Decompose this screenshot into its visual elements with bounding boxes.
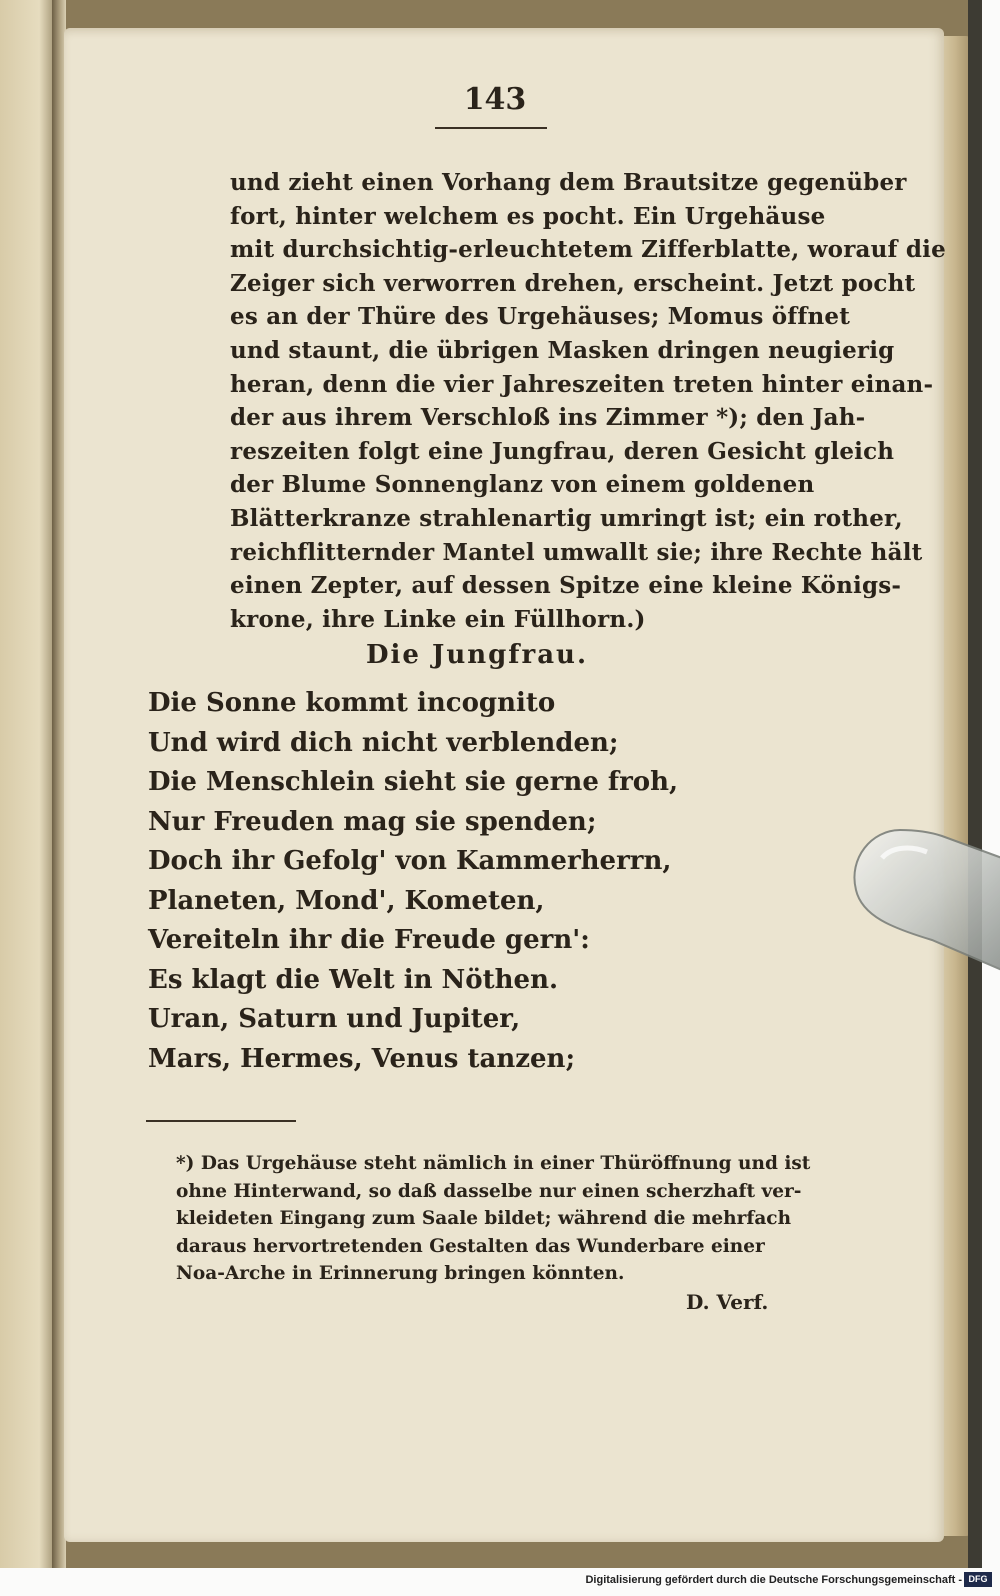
paragraph-line: krone, ihre Linke ein Füllhorn.) xyxy=(230,605,646,633)
verse-line: Uran, Saturn und Jupiter, xyxy=(148,1004,521,1034)
footnote xyxy=(176,1150,810,1288)
paragraph-line: und zieht einen Vorhang dem Brautsitze gegenüber xyxy=(230,169,907,196)
footnote-line: kleideten Eingang zum Saale bildet; während die mehrfach xyxy=(176,1208,792,1229)
paragraph-line: fort, hinter welchem es pocht. Ein Urgehäuse xyxy=(230,202,826,230)
footnote-line: ohne Hinterwand, so daß dasselbe nur einen scherzhaft ver- xyxy=(176,1180,802,1202)
footnote-line: *) Das Urgehäuse steht nämlich in einer Thüröffnung und ist xyxy=(176,1153,811,1174)
footnote-line: daraus hervortretenden Gestalten das Wunderbare einer xyxy=(176,1235,765,1257)
verse-stanza-1 xyxy=(148,684,678,1000)
paragraph-line: reszeiten folgt eine Jungfrau, deren Gesicht gleich xyxy=(230,437,895,465)
verse-line: Es klagt die Welt in Nöthen. xyxy=(148,964,559,995)
paragraph-line: Zeiger sich verworren drehen, erscheint. Jetzt pocht xyxy=(230,269,916,297)
paragraph-line: der aus ihrem Verschloß ins Zimmer *); den Jah- xyxy=(230,404,866,432)
speaker-heading: Die Jungfrau. xyxy=(366,640,588,670)
paragraph-line: heran, denn die vier Jahreszeiten treten hinter einan- xyxy=(230,370,934,398)
verse-line: Die Menschlein sieht sie gerne froh, xyxy=(148,767,679,797)
dfg-logo: DFG xyxy=(964,1572,992,1587)
verse-line: Nur Freuden mag sie spenden; xyxy=(148,806,597,837)
paragraph-line: und staunt, die übrigen Masken dringen neugierig xyxy=(230,336,895,364)
verse-line: Und wird dich nicht verblenden; xyxy=(148,727,619,758)
footnote-line: Noa-Arche in Erinnerung bringen könnten. xyxy=(176,1263,625,1284)
footnote-rule xyxy=(146,1120,296,1122)
verse-line: Doch ihr Gefolg' von Kammerherrn, xyxy=(148,846,672,876)
verse-line: Planeten, Mond', Kometen, xyxy=(148,885,545,916)
page-number: 143 xyxy=(463,82,527,117)
verse-line: Mars, Hermes, Venus tanzen; xyxy=(148,1043,576,1074)
footnote-signature: D. Verf. xyxy=(686,1290,769,1314)
paragraph-line: der Blume Sonnenglanz von einem goldenen xyxy=(230,471,815,499)
verse-line: Vereiteln ihr die Freude gern': xyxy=(148,925,590,955)
stage-direction-paragraph xyxy=(230,166,946,636)
page-number-rule xyxy=(435,127,547,129)
digitization-footer xyxy=(0,1568,1000,1596)
verse-stanza-2 xyxy=(148,1000,575,1079)
paragraph-line: es an der Thüre des Urgehäuses; Momus öffnet xyxy=(230,303,851,331)
glass-page-weight xyxy=(852,828,1000,978)
paragraph-line: einen Zepter, auf dessen Spitze eine kleine Königs- xyxy=(230,572,902,600)
verse-line: Die Sonne kommt incognito xyxy=(148,688,556,718)
paragraph-line: Blätterkranze strahlenartig umringt ist; ein rother, xyxy=(230,504,903,532)
funding-credit: Digitalisierung gefördert durch die Deutsche Forschungsgemeinschaft - xyxy=(585,1574,962,1586)
left-page-edge xyxy=(0,0,56,1568)
paragraph-line: mit durchsichtig-erleuchtetem Zifferblatte, worauf die xyxy=(230,236,946,264)
paragraph-line: reichflitternder Mantel umwallt sie; ihre Rechte hält xyxy=(230,538,923,566)
scanner-background xyxy=(968,0,982,1568)
